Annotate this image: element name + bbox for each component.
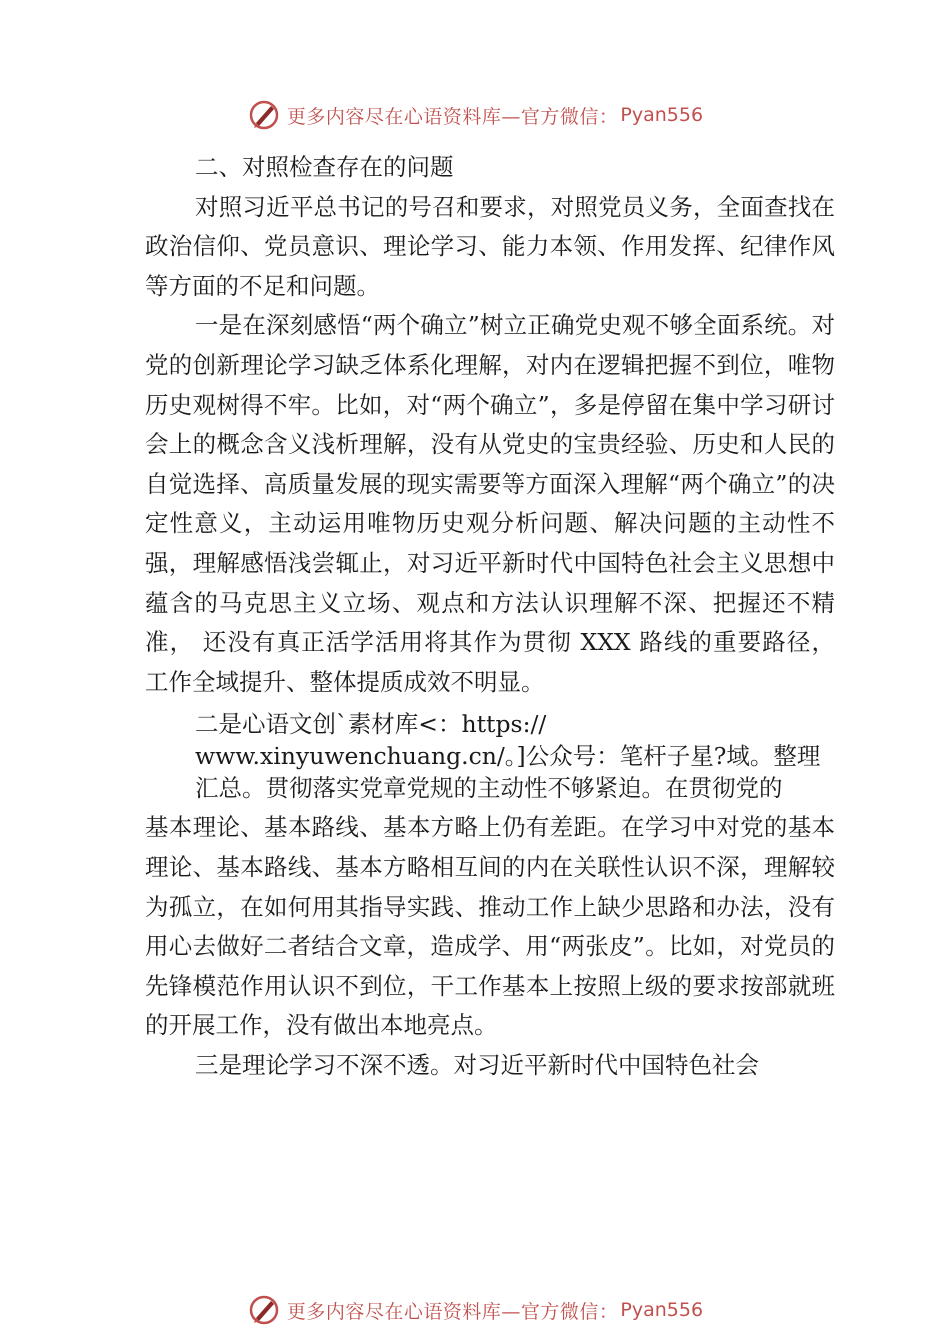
watermark-line-3: 汇总。贯彻落实党章党规的主动性不够紧迫。在贯彻党的 — [195, 774, 783, 803]
banner-text: 更多内容尽在心语资料库—官方微信： — [286, 1300, 619, 1323]
banner-wechat-id: Pyan556 — [620, 104, 704, 126]
paragraph-intro: 对照习近平总书记的号召和要求，对照党员义务，全面查找在政治信仰、党员意识、理论学习、能力本领、作用发挥、纪律作风等方面的不足和问题。 — [145, 192, 835, 300]
pen-logo-icon — [247, 98, 281, 132]
banner-wechat-id: Pyan556 — [620, 1299, 704, 1321]
paragraph-point-three: 三是理论学习不深不透。对习近平新时代中国特色社会 — [195, 1050, 759, 1079]
pen-logo-icon — [247, 1293, 281, 1327]
watermark-line-1: 二是心语文创`素材库<：https:// — [195, 710, 547, 739]
watermark-line-2: www.xinyuwenchuang.cn/。]公众号：笔杆子星?域。整理 — [195, 742, 821, 771]
paragraph-point-one: 一是在深刻感悟“两个确立”树立正确党史观不够全面系统。对党的创新理论学习缺乏体系化理解，对内在逻辑把握不到位，唯物历史观树得不牢。比如，对“两个确立”，多是停留在集中学习研讨会上的概念含义浅析理解，没有从党史的宝贵经验、历史和人民的自觉选择、高质量发展的现实需要等方面深入理解“两个确立”的决定性意义，主动运用唯物历史观分析问题、解决问题的主动性不强，理解感悟浅尝辄止，对习近平新时代中国特色社会主义思想中蕴含的马克思主义立场、观点和方法认识理解不深、把握还不精准， 还没有真正活学活用将其作为贯彻 XXX 路线的重要路径， 工作全域提升、整体提质成效不明显。 — [145, 311, 835, 696]
section-heading: 二、对照检查存在的问题 — [195, 153, 454, 181]
paragraph-point-two-continued: 基本理论、基本路线、基本方略上仍有差距。在学习中对党的基本理论、基本路线、基本方略相互间的内在关联性认识不深，理解较为孤立，在如何用其指导实践、推动工作上缺少思路和办法，没有用心去做好二者结合文章，造成学、用“两张皮”。比如，对党员的先锋模范作用认识不到位，干工作基本上按照上级的要求按部就班的开展工作，没有做出本地亮点。 — [145, 813, 835, 1040]
document-body — [145, 148, 835, 1085]
header-banner — [0, 95, 950, 135]
banner-text: 更多内容尽在心语资料库—官方微信： — [286, 105, 619, 128]
footer-banner — [0, 1290, 950, 1330]
